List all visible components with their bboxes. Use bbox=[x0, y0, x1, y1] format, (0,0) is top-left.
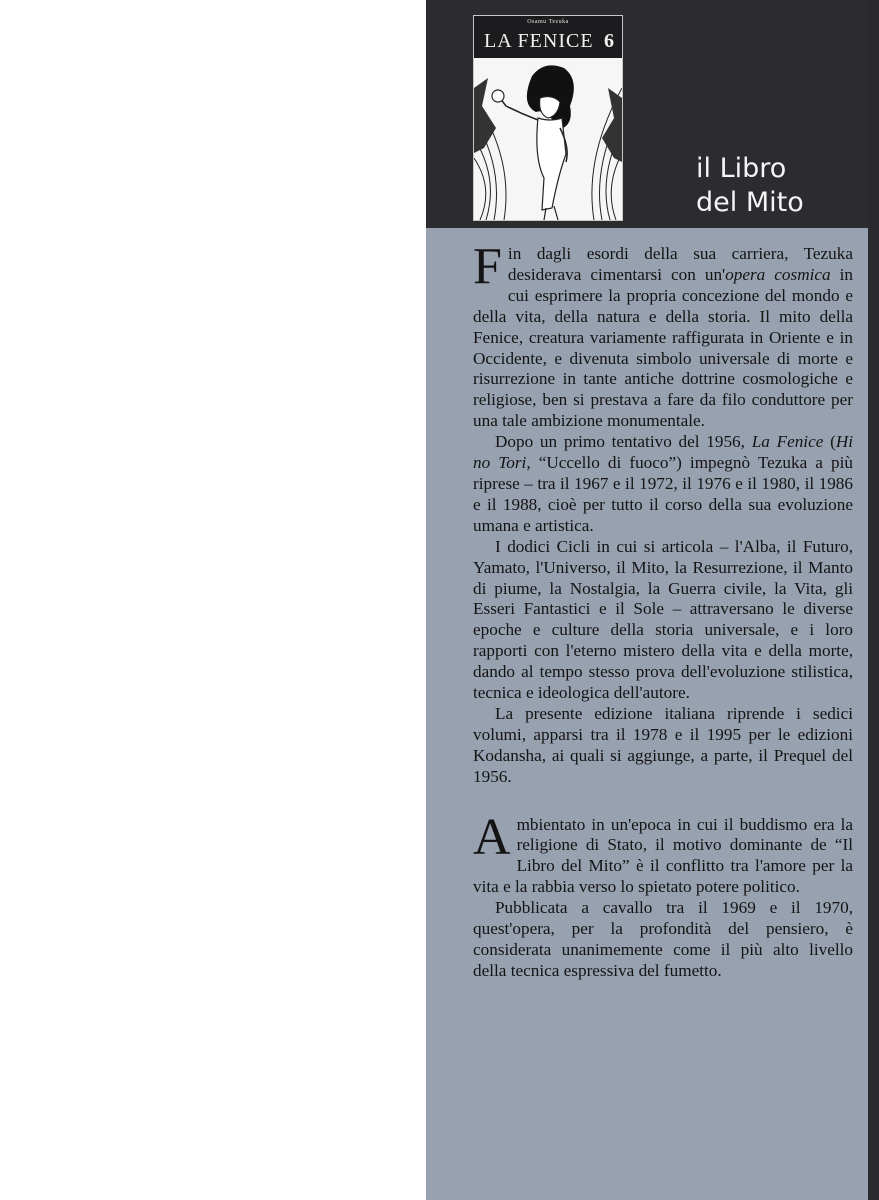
text-span: ( bbox=[823, 432, 836, 452]
text-span: mbientato in un'epoca in cui il buddismo era la religione di Stato, il motivo dominante de “Il Libro del Mito” è il conflitto tra l'amore per la vita e la rabbia verso lo spietato potere politico. bbox=[473, 814, 853, 897]
drop-cap: A bbox=[473, 808, 511, 866]
flap-header bbox=[426, 0, 879, 228]
section-spacer bbox=[473, 788, 853, 815]
cover-title-band bbox=[474, 16, 622, 58]
blank-left-page bbox=[0, 0, 426, 1200]
text-span: in dagli esordi della sua carriera, Tezuka desiderava cimentarsi con un' bbox=[507, 244, 853, 284]
cover-volume-number: 6 bbox=[604, 30, 614, 52]
italic-span: opera cosmica bbox=[725, 264, 831, 284]
flap-title-line-1: il Libro bbox=[696, 153, 787, 184]
italic-span: La Fenice bbox=[751, 432, 824, 452]
cover-thumbnail bbox=[473, 15, 623, 221]
drop-cap: F bbox=[473, 238, 502, 295]
flap-body-text bbox=[473, 238, 854, 982]
section-2-paragraph-1 bbox=[473, 808, 853, 899]
italic-span: Hi no Tori, bbox=[473, 432, 853, 473]
page-edge-shadow bbox=[868, 0, 879, 1200]
cover-title: LA FENICE bbox=[484, 30, 594, 52]
section-1-paragraph-2 bbox=[473, 432, 853, 537]
book-flap bbox=[426, 0, 879, 1200]
cover-illustration bbox=[474, 58, 622, 220]
section-1-paragraph-4: La presente edizione italiana riprende i sedici volumi, apparsi tra il 1978 e il 1995 per le edizioni Kodansha, ai quali si aggiunge, a parte, il Prequel del 1956. bbox=[473, 703, 853, 786]
section-1-paragraph-1 bbox=[473, 238, 854, 432]
text-span: Dopo un primo tentativo del 1956, bbox=[495, 432, 752, 452]
section-2-paragraph-2: Pubblicata a cavallo tra il 1969 e il 1970, quest'opera, per la profondità del pensiero, è considerata unanimemente come il più alto livello della tecnica espressiva del fumetto. bbox=[473, 898, 853, 980]
flap-title bbox=[696, 152, 866, 220]
text-span: “Uccello di fuoco”) impegnò Tezuka a più riprese – tra il 1967 e il 1972, il 1976 e il 1980, il 1986 e il 1988, cioè per tutto il corso della sua evoluzione umana e artistica. bbox=[473, 453, 853, 535]
text-span: in cui esprimere la propria concezione del mondo e della vita, della natura e della storia. Il mito della Fenice, creatura variamente raffigurata in Oriente e in Occidente, e divenuta simbolo universale di morte e risurrezione in tante antiche dottrine cosmologiche e religiose, ben si prestava a fare da filo conduttore per una tale ambizione monumentale. bbox=[473, 264, 854, 431]
cover-author: Osamu Tezuka bbox=[527, 19, 569, 25]
flap-title-line-2: del Mito bbox=[696, 187, 804, 218]
section-1-paragraph-3: I dodici Cicli in cui si articola – l'Alba, il Futuro, Yamato, l'Universo, il Mito, la Resurrezione, il Manto di piume, la Nostalgia, la Guerra civile, la Vita, gli Esseri Fantastici e il Sole – attraversano le diverse epoche e culture della storia universale, e i loro rapporti con l'eterno mistero della vita e della morte, dando al tempo stesso prova dell'evoluzione stilistica, tecnica e ideologica dell'autore. bbox=[473, 536, 853, 703]
